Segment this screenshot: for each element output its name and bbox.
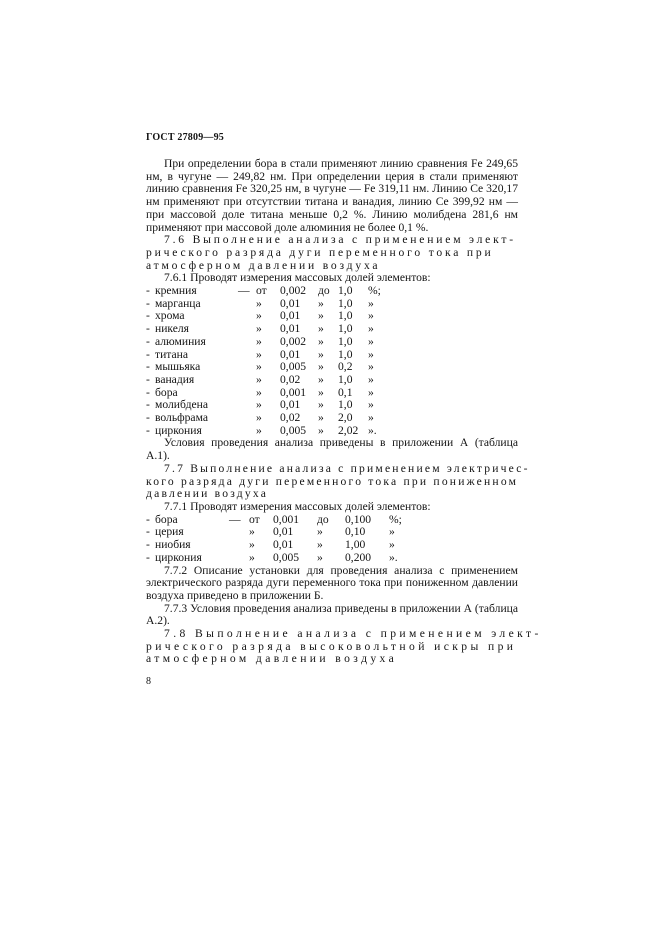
element-sep-cell: — xyxy=(238,284,250,298)
element-v1-cell: 0,005 xyxy=(280,423,307,437)
heading-line: атмосферном давлении воздуха xyxy=(146,258,381,272)
element-to-cell: » xyxy=(318,334,324,348)
element-sep-cell xyxy=(238,387,256,400)
element-sep-cell xyxy=(238,374,256,387)
element-dash-cell: - xyxy=(146,334,150,348)
heading-line: 7.7 Выполнение анализа с применением электричес- xyxy=(164,461,530,475)
element-row xyxy=(146,412,388,425)
element-unit-cell: » xyxy=(368,334,374,348)
element-v2-cell: 1,0 xyxy=(338,296,353,310)
element-from-cell: » xyxy=(256,322,262,336)
element-from-cell: » xyxy=(256,334,262,348)
element-v2-cell: 1,0 xyxy=(338,372,353,386)
element-to-cell: » xyxy=(318,385,324,399)
element-v2-cell: 1,0 xyxy=(338,347,353,361)
section-7-8-heading xyxy=(146,627,542,666)
element-unit-cell: » xyxy=(368,309,374,323)
element-to-cell: » xyxy=(318,296,324,310)
element-unit-cell: » xyxy=(368,372,374,386)
element-row xyxy=(146,539,409,552)
clause-7-7-2: 7.7.2 Описание установки для проведения анализа с применением электрического разряда дуги переменного тока при пониженном давлении воздуха приведено в приложении Б. xyxy=(146,563,518,602)
element-to-cell: » xyxy=(317,538,323,552)
element-from-cell: » xyxy=(256,411,262,425)
element-row xyxy=(146,285,388,298)
element-v2-cell: 1,00 xyxy=(345,538,366,552)
element-to-cell: » xyxy=(318,309,324,323)
heading-line: рического разряда высоковольтной искры при xyxy=(146,639,517,653)
element-name-cell: церия xyxy=(155,525,184,539)
element-from-cell: » xyxy=(256,385,262,399)
element-v2-cell: 0,10 xyxy=(345,525,366,539)
element-dash-cell: - xyxy=(146,360,150,374)
section-7-7-heading xyxy=(146,461,530,501)
element-unit-cell: » xyxy=(368,360,374,374)
element-from-cell: от xyxy=(256,284,267,298)
element-unit-cell: ». xyxy=(368,423,377,437)
element-to-cell: » xyxy=(318,398,324,412)
element-sep-cell: — xyxy=(229,512,241,526)
element-sep-cell xyxy=(238,412,256,425)
element-row xyxy=(146,323,388,336)
section-7-6-heading xyxy=(146,234,518,272)
element-sep-cell xyxy=(238,361,256,374)
element-v2-cell: 1,0 xyxy=(338,284,353,298)
heading-line: кого разряда дуги переменного тока при пониженном xyxy=(146,474,519,488)
element-unit-cell: » xyxy=(368,322,374,336)
element-name-cell: бора xyxy=(155,512,178,526)
element-v2-cell: 0,1 xyxy=(338,385,353,399)
element-unit-cell: » xyxy=(368,385,374,399)
element-dash-cell: - xyxy=(146,284,150,298)
element-v1-cell: 0,01 xyxy=(273,538,294,552)
element-name-cell: ниобия xyxy=(155,538,191,552)
element-v1-cell: 0,01 xyxy=(280,398,301,412)
element-name-cell: хрома xyxy=(155,309,185,323)
element-from-cell: от xyxy=(249,512,260,526)
element-v2-cell: 1,0 xyxy=(338,322,353,336)
elements-table-7-6-1 xyxy=(146,285,388,437)
element-from-cell: » xyxy=(256,309,262,323)
element-sep-cell xyxy=(238,349,256,362)
element-v2-cell: 1,0 xyxy=(338,309,353,323)
element-v2-cell: 2,0 xyxy=(338,411,353,425)
element-v2-cell: 1,0 xyxy=(338,334,353,348)
element-to-cell: » xyxy=(318,372,324,386)
heading-line: рического разряда дуги переменного тока при xyxy=(146,245,494,259)
element-unit-cell: %; xyxy=(389,512,402,526)
element-unit-cell: » xyxy=(389,538,395,552)
element-sep-cell xyxy=(229,539,249,552)
element-unit-cell: » xyxy=(368,296,374,310)
element-to-cell: » xyxy=(317,525,323,539)
element-unit-cell: » xyxy=(368,347,374,361)
element-name-cell: мышьяка xyxy=(155,360,201,374)
element-from-cell: » xyxy=(249,525,255,539)
heading-line: давлении воздуха xyxy=(146,487,269,501)
element-sep-cell xyxy=(229,526,249,539)
element-to-cell: » xyxy=(318,322,324,336)
element-sep-cell xyxy=(238,336,256,349)
element-v1-cell: 0,02 xyxy=(280,411,301,425)
element-v2-cell: 1,0 xyxy=(338,398,353,412)
element-sep-cell xyxy=(238,298,256,311)
element-v1-cell: 0,01 xyxy=(280,296,301,310)
clause-7-7-3: 7.7.3 Условия проведения анализа приведены в приложении А (таблица А.2). xyxy=(146,601,518,628)
element-v1-cell: 0,01 xyxy=(280,322,301,336)
element-dash-cell: - xyxy=(146,372,150,386)
element-name-cell: молибдена xyxy=(155,398,208,412)
element-v2-cell: 0,200 xyxy=(345,550,372,564)
element-from-cell: » xyxy=(256,347,262,361)
element-sep-cell xyxy=(238,399,256,412)
element-name-cell: циркония xyxy=(155,423,202,437)
element-unit-cell: » xyxy=(368,411,374,425)
element-v1-cell: 0,001 xyxy=(273,512,300,526)
element-dash-cell: - xyxy=(146,512,150,526)
element-unit-cell: » xyxy=(368,398,374,412)
element-dash-cell: - xyxy=(146,525,150,539)
element-row xyxy=(146,336,388,349)
element-name-cell: кремния xyxy=(155,284,197,298)
element-to-cell: » xyxy=(318,411,324,425)
element-dash-cell: - xyxy=(146,322,150,336)
element-row xyxy=(146,374,388,387)
element-unit-cell: %; xyxy=(368,284,381,298)
element-dash-cell: - xyxy=(146,538,150,552)
element-v1-cell: 0,005 xyxy=(280,360,307,374)
element-v1-cell: 0,002 xyxy=(280,284,307,298)
element-name-cell: никеля xyxy=(155,322,190,336)
element-name-cell: циркония xyxy=(155,550,202,564)
element-dash-cell: - xyxy=(146,296,150,310)
element-from-cell: » xyxy=(256,423,262,437)
elements-table-7-7-1 xyxy=(146,514,409,565)
element-v1-cell: 0,002 xyxy=(280,334,307,348)
clause-7-6-1: 7.6.1 Проводят измерения массовых долей элементов: xyxy=(164,271,431,285)
intro-paragraph: При определении бора в стали применяют линию сравнения Fe 249,65 нм, в чугуне — 249,82 нм. При определении церия в стали применяют линию сравнения Fe 320,25 нм, в чугуне — Fe 319,11 нм. Линию Ce 320,17 нм применяют при отсутствии титана и ванадия, линию Ce 399,92 нм — при массовой доле титана меньше 0,2 %. Линию молибдена 281,6 нм применяют при массовой доле алюминия не более 0,1 %. xyxy=(146,157,518,234)
heading-line: 7.8 Выполнение анализа с применением элект- xyxy=(164,627,542,641)
element-sep-cell xyxy=(229,552,249,565)
element-dash-cell: - xyxy=(146,398,150,412)
clause-7-7-1: 7.7.1 Проводят измерения массовых долей элементов: xyxy=(164,499,431,513)
element-to-cell: » xyxy=(318,347,324,361)
element-unit-cell: ». xyxy=(389,550,398,564)
page-content xyxy=(146,157,542,666)
heading-line: 7.6 Выполнение анализа с применением элект- xyxy=(164,233,516,247)
element-from-cell: » xyxy=(256,372,262,386)
page-number: 8 xyxy=(146,676,151,687)
element-to-cell: до xyxy=(317,512,329,526)
heading-line: атмосферном давлении воздуха xyxy=(146,652,398,666)
element-v2-cell: 0,100 xyxy=(345,512,372,526)
element-unit-cell: » xyxy=(389,525,395,539)
element-from-cell: » xyxy=(256,398,262,412)
element-name-cell: бора xyxy=(155,385,178,399)
element-v1-cell: 0,01 xyxy=(273,525,294,539)
element-name-cell: алюминия xyxy=(155,334,206,348)
element-dash-cell: - xyxy=(146,550,150,564)
element-from-cell: » xyxy=(256,296,262,310)
element-v2-cell: 2,02 xyxy=(338,423,359,437)
element-from-cell: » xyxy=(249,550,255,564)
element-to-cell: до xyxy=(318,284,330,298)
element-v1-cell: 0,02 xyxy=(280,372,301,386)
element-dash-cell: - xyxy=(146,347,150,361)
element-sep-cell xyxy=(238,310,256,323)
element-to-cell: » xyxy=(318,423,324,437)
document-code-header: ГОСТ 27809—95 xyxy=(146,132,225,143)
element-name-cell: марганца xyxy=(155,296,201,310)
element-v1-cell: 0,01 xyxy=(280,309,301,323)
element-v2-cell: 0,2 xyxy=(338,360,353,374)
element-v1-cell: 0,005 xyxy=(273,550,300,564)
element-name-cell: вольфрама xyxy=(155,411,208,425)
element-v1-cell: 0,001 xyxy=(280,385,307,399)
element-to-cell: » xyxy=(317,550,323,564)
element-from-cell: » xyxy=(249,538,255,552)
element-row xyxy=(146,552,409,565)
element-from-cell: » xyxy=(256,360,262,374)
element-name-cell: титана xyxy=(155,347,188,361)
element-to-cell: » xyxy=(318,360,324,374)
element-dash-cell: - xyxy=(146,423,150,437)
element-v1-cell: 0,01 xyxy=(280,347,301,361)
element-name-cell: ванадия xyxy=(155,372,195,386)
element-dash-cell: - xyxy=(146,385,150,399)
element-dash-cell: - xyxy=(146,309,150,323)
element-dash-cell: - xyxy=(146,411,150,425)
element-sep-cell xyxy=(238,323,256,336)
conditions-7-6: Условия проведения анализа приведены в приложении А (таблица А.1). xyxy=(146,436,518,463)
